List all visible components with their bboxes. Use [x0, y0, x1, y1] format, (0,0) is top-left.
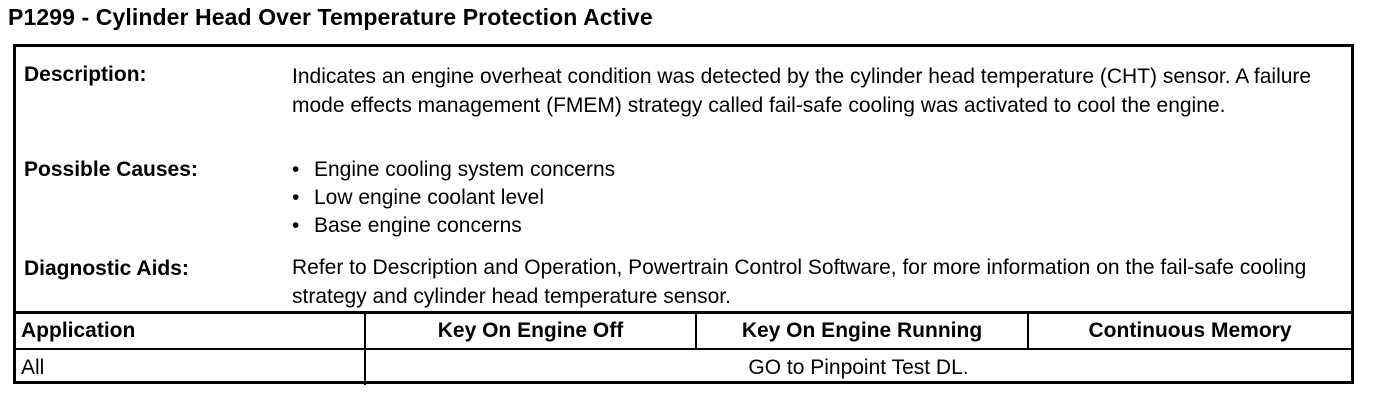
- possible-causes-list: [292, 156, 1347, 240]
- column-header-koeo: Key On Engine Off: [366, 314, 697, 348]
- column-header-application: Application: [16, 314, 366, 348]
- description-label: Description:: [24, 63, 147, 86]
- list-item: [292, 184, 1347, 212]
- table-row: [16, 348, 1351, 385]
- application-cell: All: [16, 350, 366, 385]
- page-title: P1299 - Cylinder Head Over Temperature Protection Active: [8, 4, 653, 30]
- column-header-continuous-memory: Continuous Memory: [1088, 319, 1292, 342]
- application-table: [16, 311, 1351, 385]
- list-item: [292, 156, 1347, 184]
- table-header-row: [16, 314, 1351, 348]
- description-text: Indicates an engine overheat condition was detected by the cylinder head temperature (CHT) sensor. A failure mode effects management (FMEM) strategy called fail-safe cooling was activated to cool the engine.: [292, 65, 1312, 117]
- cause-text: Engine cooling system concerns: [314, 158, 616, 181]
- possible-causes-label: Possible Causes:: [24, 158, 198, 181]
- bullet-icon: •: [292, 158, 300, 181]
- possible-causes-list-wrap: [292, 156, 1347, 240]
- diagnostic-aids-label: Diagnostic Aids:: [24, 257, 189, 280]
- action-cell: GO to Pinpoint Test DL.: [748, 355, 969, 379]
- cause-text: Low engine coolant level: [314, 186, 544, 209]
- dtc-info-box: [13, 44, 1354, 384]
- bullet-icon: •: [292, 214, 300, 237]
- diagnostic-aids-text: Refer to Description and Operation, Powertrain Control Software, for more information on the fail-safe cooling strategy and cylinder head temperature sensor.: [292, 256, 1307, 308]
- list-item: [292, 212, 1347, 240]
- cause-text: Base engine concerns: [314, 214, 522, 237]
- bullet-icon: •: [292, 186, 300, 209]
- column-header-koer: Key On Engine Running: [697, 314, 1029, 348]
